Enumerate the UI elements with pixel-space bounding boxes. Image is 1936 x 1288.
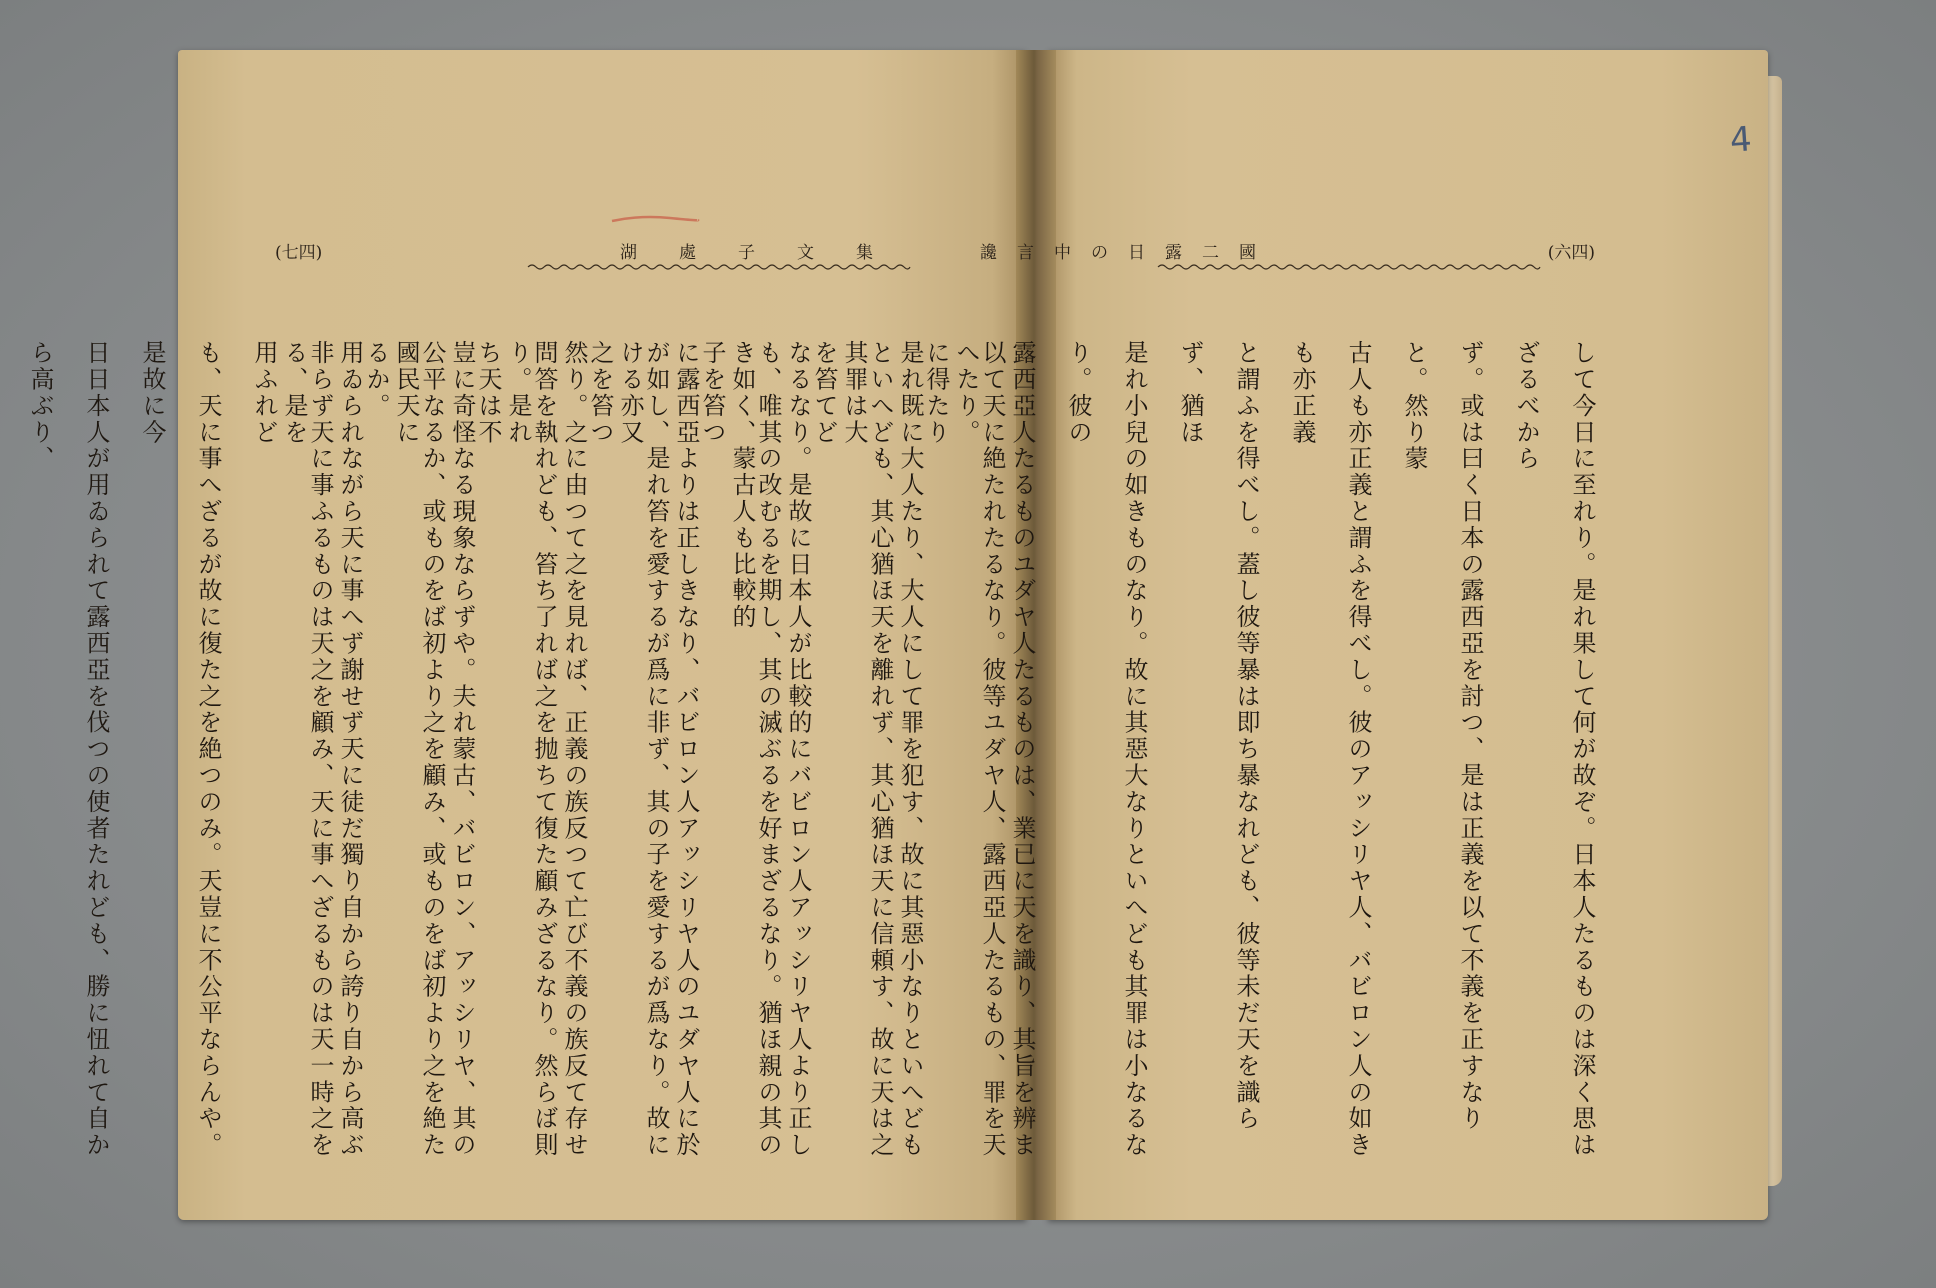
right-running-head (980, 238, 1595, 263)
text-column: 然り。之に由つて之を見れば、正義の族反つて亡び不義の族反て存せり。是れ (504, 340, 588, 1159)
pencil-margin-mark: 4 (1728, 119, 1754, 161)
text-column: 公平なるか、或ものをば初より之を顧み、或ものをば初より之を絶たるか。 (362, 340, 446, 1159)
text-column: と謂ふを得べし。蓋し彼等暴は即ち暴なれども、彼等未だ天を識らず、猶ほ (1176, 340, 1260, 1132)
text-column: 用ゐられながら天に事へず謝せず天に徒だ獨り自から誇り自から高ぶる、是を (280, 340, 364, 1159)
left-page-title: 湖處子文集 (620, 243, 915, 263)
text-column: 以て天に絶たれたるなり。彼等ユダヤ人、露西亞人たるもの、罪を天に得たり (922, 340, 1006, 1159)
right-wavy-rule (1158, 262, 1540, 272)
text-column: 是れ小兒の如きものなり。故に其惡大なりといへども其罪は小なるなり。彼の (1064, 340, 1148, 1159)
text-column: ず。或は曰く日本の露西亞を討つ、是は正義を以て不義を正すなりと。然り蒙 (1400, 340, 1484, 1132)
red-ink-mark (610, 214, 700, 224)
text-column: 露西亞人たるものユダヤ人たるものは、業已に天を識り、其旨を辨まへたり。 (952, 340, 1036, 1159)
left-page-number: (七四) (275, 243, 323, 263)
open-book (26, 50, 1770, 1230)
left-wavy-rule (528, 262, 910, 272)
text-column: に露西亞よりは正しきなり、バビロン人アッシリヤ人のユダヤ人に於ける亦又 (616, 340, 700, 1159)
text-column: 是れ既に大人たり、大人にして罪を犯す、故に其惡小なりといへども其罪は大 (840, 340, 924, 1159)
text-column: も、唯其の改むるを期し、其の滅ぶるを好まざるなり。猶ほ親の其の子を笞つ (698, 340, 782, 1159)
text-column: 古人も亦正義と謂ふを得べし。彼のアッシリヤ人、バビロン人の如きも亦正義 (1288, 340, 1372, 1159)
text-column (0, 340, 12, 1170)
text-column: 豈に奇怪なる現象ならずや。夫れ蒙古、バビロン、アッシリヤ、其の國民天に (392, 340, 476, 1159)
text-column: 非らず天に事ふるものは天之を顧み、天に事へざるものは天一時之を用ふれど (250, 340, 334, 1159)
text-column: が如し、是れ笞を愛するが爲に非ず、其の子を愛するが爲なり。故に之を笞つ (586, 340, 670, 1159)
text-column: も、天に事へざるが故に復た之を絶つのみ。天豈に不公平ならんや。是故に今 (138, 340, 222, 1159)
text-column: して今日に至れり。是れ果して何が故ぞ。日本人たるものは深く思はざるべから (1512, 340, 1596, 1159)
text-column: なるなり。是故に日本人が比較的にバビロン人アッシリヤ人より正しき如く、蒙古人も比較的 (728, 340, 812, 1159)
text-column: 日日本人が用ゐられて露西亞を伐つの使者たれども、勝に忸れて自から高ぶり、 (26, 340, 110, 1159)
right-page-number: (六四) (1547, 243, 1595, 263)
right-page-title: 讒言中の日露二國 (980, 243, 1276, 263)
left-running-head (275, 238, 915, 263)
text-column: 問答を執れども、笞ち了れば之を抛ちて復た顧みざるなり。然らば則ち天は不 (474, 340, 558, 1159)
text-column: といへども、其心猶ほ天を離れず、其心猶ほ天に信頼す、故に天は之を笞てど (810, 340, 894, 1159)
